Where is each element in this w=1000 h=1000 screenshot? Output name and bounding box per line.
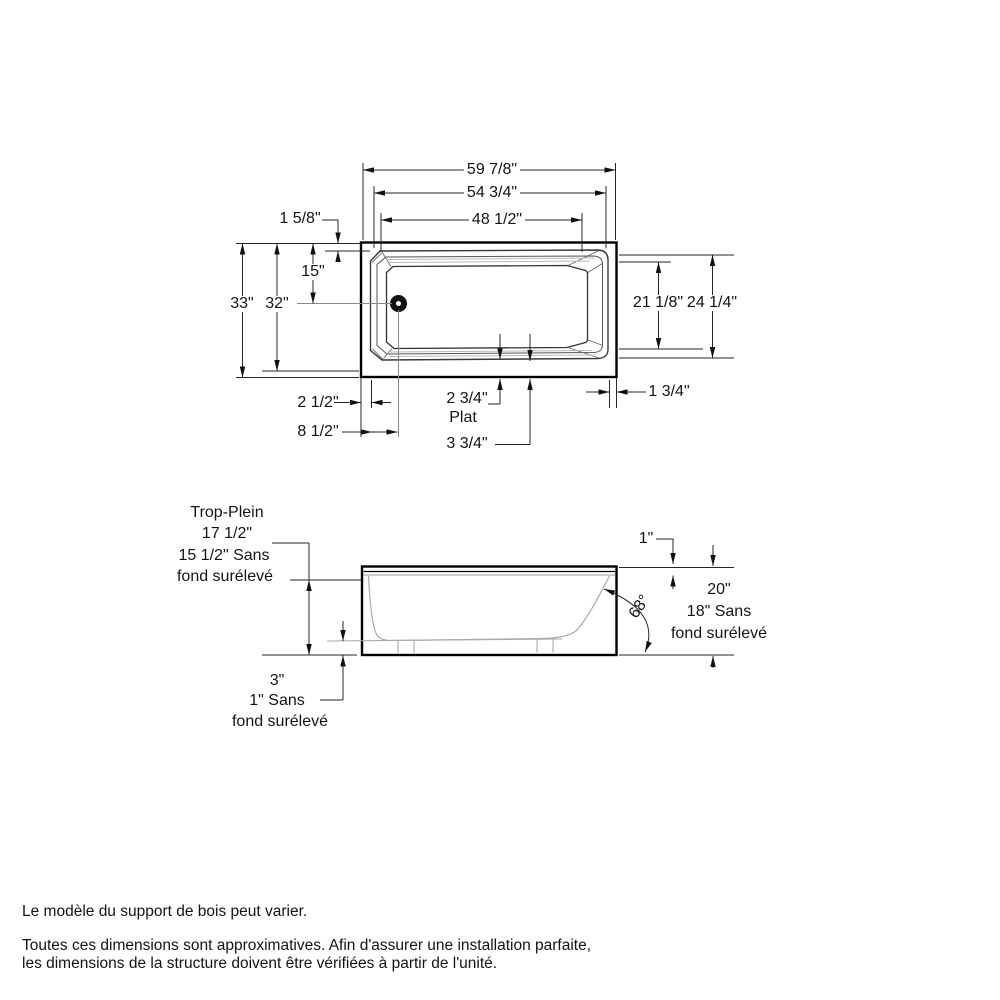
dim-angle-68: 68° [625, 591, 654, 622]
dim-plat: Plat [449, 409, 477, 426]
note-dimensions-1: Toutes ces dimensions sont approximatives. Afin d'assurer une installation parfaite, [22, 937, 592, 954]
dim-2-1-2: 2 1/2" [297, 394, 339, 411]
rim-shading-lines [386, 258, 594, 357]
dim-33: 33" [227, 296, 256, 312]
side-view-drawing [327, 567, 617, 656]
dim-17-1-2: 17 1/2" [201, 525, 253, 542]
dim-59-7-8: 59 7/8" [464, 162, 520, 178]
dim-2-3-4: 2 3/4" [446, 390, 488, 407]
dim-8-1-2: 8 1/2" [297, 423, 339, 440]
side-view-dimensions [262, 539, 734, 700]
dim-1: 1" [638, 530, 654, 547]
dim-3: 3" [269, 672, 285, 689]
dim-1-sans: 1" Sans [249, 692, 305, 709]
dim-1-5-8: 1 5/8" [279, 210, 321, 227]
dim-20: 20" [707, 581, 731, 598]
dim-54-3-4: 54 3/4" [464, 185, 520, 201]
dim-24-1-4: 24 1/4" [684, 295, 740, 311]
dim-15-1-2-sans: 15 1/2" Sans [178, 547, 270, 564]
dim-32: 32" [262, 296, 291, 312]
label-fond-sureleve-1: fond surélevé [176, 568, 274, 585]
support-feet [398, 639, 553, 653]
drain-icon [393, 298, 404, 309]
tub-rim-inner [377, 256, 603, 354]
label-fond-sureleve-2: fond surélevé [231, 713, 329, 730]
dim-21-1-8: 21 1/8" [630, 295, 686, 311]
tub-basin [387, 266, 588, 349]
dim-3-3-4: 3 3/4" [446, 435, 488, 452]
note-support-bois: Le modèle du support de bois peut varier. [22, 903, 308, 920]
dim-15: 15" [298, 264, 327, 280]
dim-48-1-2: 48 1/2" [469, 212, 525, 228]
dim-18-sans: 18" Sans [686, 603, 752, 620]
dim-1-3-4: 1 3/4" [648, 383, 690, 400]
note-dimensions-2: les dimensions de la structure doivent être vérifiées à partir de l'unité. [22, 955, 498, 972]
label-trop-plein: Trop-Plein [190, 504, 264, 521]
top-view-drawing [361, 243, 617, 378]
tub-profile [369, 576, 610, 641]
label-fond-sureleve-3: fond surélevé [670, 625, 768, 642]
side-view-apron [362, 567, 617, 656]
